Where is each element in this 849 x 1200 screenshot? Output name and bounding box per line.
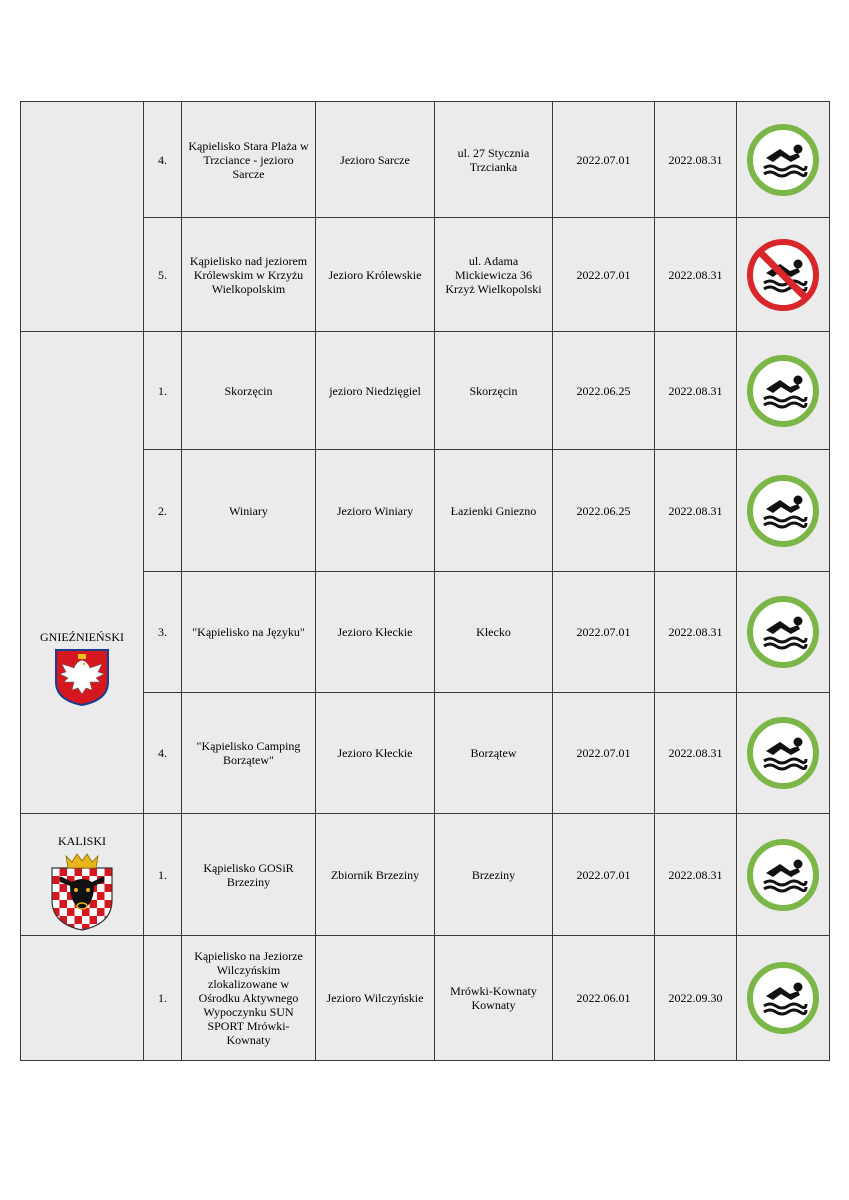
- site-name: Kąpielisko GOSiR Brzeziny: [182, 814, 316, 936]
- site-address: Skorzęcin: [435, 332, 553, 450]
- bathing-status-cell: [737, 102, 830, 218]
- county-name: KALISKI: [58, 833, 106, 848]
- bathing-sites-table: [20, 101, 830, 1061]
- county-cell: [21, 332, 144, 814]
- water-body: Jezioro Królewskie: [316, 218, 435, 332]
- bathing-status-cell: [737, 332, 830, 450]
- site-name: Kąpielisko na Jeziorze Wilczyńskim zlokalizowane w Ośrodku Aktywnego Wypoczynku SUN SPORT Mrówki-Kownaty: [182, 936, 316, 1061]
- county-cell: [21, 814, 144, 936]
- site-name: "Kąpielisko Camping Borzątew": [182, 693, 316, 814]
- season-end-date: 2022.08.31: [655, 693, 737, 814]
- table-row: [21, 814, 830, 936]
- water-body: jezioro Niedzięgiel: [316, 332, 435, 450]
- table-row: [21, 936, 830, 1061]
- water-body: Jezioro Wilczyńskie: [316, 936, 435, 1061]
- site-address: ul. Adama Mickiewicza 36 Krzyż Wielkopolski: [435, 218, 553, 332]
- water-body: Jezioro Sarcze: [316, 102, 435, 218]
- season-start-date: 2022.07.01: [553, 693, 655, 814]
- swimming-allowed-icon: [741, 961, 825, 1035]
- bathing-status-cell: [737, 936, 830, 1061]
- water-body: Jezioro Kłeckie: [316, 693, 435, 814]
- table-row: [21, 102, 830, 218]
- season-start-date: 2022.07.01: [553, 572, 655, 693]
- site-address: ul. 27 Stycznia Trzcianka: [435, 102, 553, 218]
- site-name: Kąpielisko nad jeziorem Królewskim w Krzyżu Wielkopolskim: [182, 218, 316, 332]
- gniezno-eagle-crest: [54, 648, 110, 706]
- bathing-status-cell: [737, 693, 830, 814]
- swimming-allowed-icon: [741, 838, 825, 912]
- site-address: Borzątew: [435, 693, 553, 814]
- season-start-date: 2022.06.25: [553, 332, 655, 450]
- site-address: Mrówki-Kownaty Kownaty: [435, 936, 553, 1061]
- kalisz-bull-crest: [50, 852, 114, 932]
- site-address: Kłecko: [435, 572, 553, 693]
- season-start-date: 2022.06.25: [553, 450, 655, 572]
- row-number: 4.: [144, 693, 182, 814]
- swimming-allowed-icon: [741, 123, 825, 197]
- water-body: Jezioro Kłeckie: [316, 572, 435, 693]
- season-end-date: 2022.08.31: [655, 814, 737, 936]
- swimming-allowed-icon: [741, 474, 825, 548]
- bathing-status-cell: [737, 572, 830, 693]
- row-number: 2.: [144, 450, 182, 572]
- bathing-status-cell: [737, 814, 830, 936]
- swimming-allowed-icon: [741, 716, 825, 790]
- site-address: Brzeziny: [435, 814, 553, 936]
- water-body: Jezioro Winiary: [316, 450, 435, 572]
- site-name: "Kąpielisko na Języku": [182, 572, 316, 693]
- season-start-date: 2022.07.01: [553, 814, 655, 936]
- row-number: 3.: [144, 572, 182, 693]
- swimming-allowed-icon: [741, 354, 825, 428]
- season-start-date: 2022.06.01: [553, 936, 655, 1061]
- site-name: Skorzęcin: [182, 332, 316, 450]
- county-cell: [21, 936, 144, 1061]
- season-end-date: 2022.08.31: [655, 332, 737, 450]
- bathing-status-cell: [737, 450, 830, 572]
- row-number: 1.: [144, 936, 182, 1061]
- season-start-date: 2022.07.01: [553, 102, 655, 218]
- season-start-date: 2022.07.01: [553, 218, 655, 332]
- site-name: Winiary: [182, 450, 316, 572]
- site-name: Kąpielisko Stara Plaża w Trzciance - jezioro Sarcze: [182, 102, 316, 218]
- row-number: 1.: [144, 332, 182, 450]
- swimming-prohibited-icon: [741, 238, 825, 312]
- season-end-date: 2022.08.31: [655, 102, 737, 218]
- season-end-date: 2022.08.31: [655, 218, 737, 332]
- county-cell: [21, 102, 144, 332]
- table-row: [21, 332, 830, 450]
- water-body: Zbiornik Brzeziny: [316, 814, 435, 936]
- bathing-status-cell: [737, 218, 830, 332]
- season-end-date: 2022.08.31: [655, 572, 737, 693]
- site-address: Łazienki Gniezno: [435, 450, 553, 572]
- swimming-allowed-icon: [741, 595, 825, 669]
- row-number: 5.: [144, 218, 182, 332]
- row-number: 4.: [144, 102, 182, 218]
- row-number: 1.: [144, 814, 182, 936]
- season-end-date: 2022.08.31: [655, 450, 737, 572]
- county-name: GNIEŹNIEŃSKI: [40, 629, 124, 644]
- season-end-date: 2022.09.30: [655, 936, 737, 1061]
